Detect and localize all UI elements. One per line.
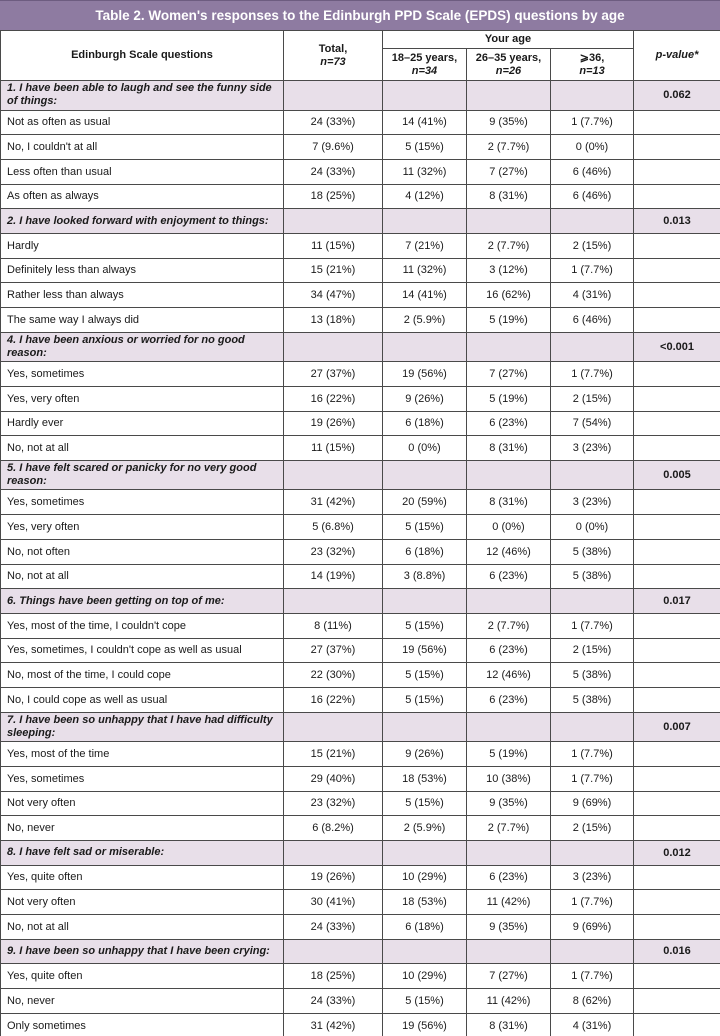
empty-cell xyxy=(634,233,720,258)
question-row xyxy=(1,939,720,964)
answer-label: No, not at all xyxy=(1,436,284,461)
answer-label: Yes, very often xyxy=(1,386,284,411)
age-group-header: 18–25 years, n=34 xyxy=(383,49,467,81)
empty-cell xyxy=(634,914,720,939)
total-cell: 11 (15%) xyxy=(284,233,383,258)
empty-cell xyxy=(634,964,720,989)
question-text: 8. I have felt sad or miserable: xyxy=(1,840,284,865)
questions-column-header: Edinburgh Scale questions xyxy=(1,31,284,81)
empty-cell xyxy=(634,362,720,387)
p-value-column-header: p-value* xyxy=(634,31,720,81)
age-36-plus-cell: 9 (69%) xyxy=(551,791,634,816)
age-26-35-cell: 2 (7.7%) xyxy=(467,816,551,841)
age-36-plus-cell: 0 (0%) xyxy=(551,515,634,540)
age-26-35-cell: 6 (23%) xyxy=(467,564,551,589)
answer-label: Yes, sometimes xyxy=(1,362,284,387)
age-36-plus-cell: 8 (62%) xyxy=(551,989,634,1014)
epds-table xyxy=(0,30,720,1036)
age-18-25-cell: 9 (26%) xyxy=(383,742,467,767)
table-row xyxy=(1,914,720,939)
empty-cell xyxy=(634,411,720,436)
empty-cell xyxy=(284,712,383,742)
answer-label: Rather less than always xyxy=(1,283,284,308)
total-cell: 6 (8.2%) xyxy=(284,816,383,841)
table-row xyxy=(1,258,720,283)
answer-label: Hardly xyxy=(1,233,284,258)
question-row xyxy=(1,840,720,865)
age-36-plus-cell: 5 (38%) xyxy=(551,564,634,589)
table-row xyxy=(1,766,720,791)
empty-cell xyxy=(467,460,551,490)
answer-label: Yes, most of the time, I couldn't cope xyxy=(1,613,284,638)
age-36-plus-cell: 7 (54%) xyxy=(551,411,634,436)
age-36-plus-cell: 6 (46%) xyxy=(551,159,634,184)
total-cell: 11 (15%) xyxy=(284,436,383,461)
empty-cell xyxy=(634,613,720,638)
table-row xyxy=(1,135,720,160)
empty-cell xyxy=(634,490,720,515)
table-row xyxy=(1,964,720,989)
p-value-cell: 0.007 xyxy=(634,712,720,742)
age-26-35-cell: 9 (35%) xyxy=(467,914,551,939)
age-36-plus-cell: 3 (23%) xyxy=(551,490,634,515)
age-36-plus-cell: 1 (7.7%) xyxy=(551,110,634,135)
age-18-25-cell: 5 (15%) xyxy=(383,663,467,688)
empty-cell xyxy=(634,308,720,333)
table-row xyxy=(1,159,720,184)
answer-label: Hardly ever xyxy=(1,411,284,436)
p-value-cell: <0.001 xyxy=(634,332,720,362)
empty-cell xyxy=(634,135,720,160)
empty-cell xyxy=(383,589,467,614)
answer-label: Yes, sometimes xyxy=(1,490,284,515)
question-text: 2. I have looked forward with enjoyment to things: xyxy=(1,209,284,234)
table-row xyxy=(1,742,720,767)
age-18-25-cell: 19 (56%) xyxy=(383,1013,467,1036)
empty-cell xyxy=(284,209,383,234)
answer-label: Yes, quite often xyxy=(1,964,284,989)
age-26-35-cell: 12 (46%) xyxy=(467,539,551,564)
empty-cell xyxy=(383,840,467,865)
age-26-35-cell: 5 (19%) xyxy=(467,308,551,333)
age-36-plus-cell: 1 (7.7%) xyxy=(551,766,634,791)
total-cell: 15 (21%) xyxy=(284,258,383,283)
answer-label: Only sometimes xyxy=(1,1013,284,1036)
age-26-35-cell: 3 (12%) xyxy=(467,258,551,283)
empty-cell xyxy=(634,742,720,767)
total-cell: 31 (42%) xyxy=(284,1013,383,1036)
question-row xyxy=(1,332,720,362)
table-row xyxy=(1,564,720,589)
empty-cell xyxy=(467,332,551,362)
empty-cell xyxy=(467,209,551,234)
empty-cell xyxy=(634,989,720,1014)
age-36-plus-cell: 4 (31%) xyxy=(551,283,634,308)
empty-cell xyxy=(551,332,634,362)
age-18-25-cell: 14 (41%) xyxy=(383,283,467,308)
empty-cell xyxy=(634,258,720,283)
table-row xyxy=(1,687,720,712)
table-row xyxy=(1,816,720,841)
empty-cell xyxy=(284,840,383,865)
total-cell: 5 (6.8%) xyxy=(284,515,383,540)
empty-cell xyxy=(284,939,383,964)
empty-cell xyxy=(634,1013,720,1036)
age-26-35-cell: 7 (27%) xyxy=(467,964,551,989)
age-group-header: 26–35 years, n=26 xyxy=(467,49,551,81)
age-36-plus-cell: 1 (7.7%) xyxy=(551,613,634,638)
table-row xyxy=(1,515,720,540)
age-26-35-cell: 9 (35%) xyxy=(467,791,551,816)
question-row xyxy=(1,460,720,490)
table-row xyxy=(1,989,720,1014)
age-36-plus-cell: 2 (15%) xyxy=(551,233,634,258)
age-group-header: ⩾36, n=13 xyxy=(551,49,634,81)
age-18-25-cell: 6 (18%) xyxy=(383,411,467,436)
table-row xyxy=(1,490,720,515)
answer-label: No, never xyxy=(1,989,284,1014)
table-row xyxy=(1,233,720,258)
answer-label: Yes, quite often xyxy=(1,865,284,890)
empty-cell xyxy=(634,539,720,564)
total-cell: 14 (19%) xyxy=(284,564,383,589)
age-18-25-cell: 0 (0%) xyxy=(383,436,467,461)
empty-cell xyxy=(634,159,720,184)
question-row xyxy=(1,589,720,614)
total-cell: 24 (33%) xyxy=(284,989,383,1014)
table-row xyxy=(1,386,720,411)
age-18-25-cell: 9 (26%) xyxy=(383,386,467,411)
answer-label: No, not often xyxy=(1,539,284,564)
total-cell: 15 (21%) xyxy=(284,742,383,767)
p-value-cell: 0.005 xyxy=(634,460,720,490)
table-row xyxy=(1,1013,720,1036)
age-36-plus-cell: 1 (7.7%) xyxy=(551,964,634,989)
empty-cell xyxy=(551,209,634,234)
age-18-25-cell: 6 (18%) xyxy=(383,539,467,564)
question-text: 9. I have been so unhappy that I have been crying: xyxy=(1,939,284,964)
empty-cell xyxy=(634,687,720,712)
empty-cell xyxy=(634,663,720,688)
age-36-plus-cell: 1 (7.7%) xyxy=(551,890,634,915)
table-row xyxy=(1,890,720,915)
empty-cell xyxy=(467,712,551,742)
question-text: 1. I have been able to laugh and see the funny side of things: xyxy=(1,81,284,111)
age-26-35-cell: 6 (23%) xyxy=(467,865,551,890)
empty-cell xyxy=(634,515,720,540)
answer-label: Not very often xyxy=(1,791,284,816)
empty-cell xyxy=(634,436,720,461)
empty-cell xyxy=(467,939,551,964)
empty-cell xyxy=(634,110,720,135)
age-18-25-cell: 11 (32%) xyxy=(383,258,467,283)
age-36-plus-cell: 1 (7.7%) xyxy=(551,742,634,767)
total-cell: 23 (32%) xyxy=(284,791,383,816)
age-18-25-cell: 10 (29%) xyxy=(383,964,467,989)
total-cell: 8 (11%) xyxy=(284,613,383,638)
table-row xyxy=(1,638,720,663)
age-18-25-cell: 18 (53%) xyxy=(383,890,467,915)
p-value-cell: 0.017 xyxy=(634,589,720,614)
question-row xyxy=(1,209,720,234)
p-value-cell: 0.016 xyxy=(634,939,720,964)
empty-cell xyxy=(467,840,551,865)
age-18-25-cell: 20 (59%) xyxy=(383,490,467,515)
answer-label: No, never xyxy=(1,816,284,841)
table-row xyxy=(1,184,720,209)
answer-label: No, I could cope as well as usual xyxy=(1,687,284,712)
total-cell: 24 (33%) xyxy=(284,110,383,135)
total-cell: 16 (22%) xyxy=(284,386,383,411)
age-18-25-cell: 4 (12%) xyxy=(383,184,467,209)
answer-label: Yes, most of the time xyxy=(1,742,284,767)
age-36-plus-cell: 1 (7.7%) xyxy=(551,362,634,387)
total-cell: 13 (18%) xyxy=(284,308,383,333)
question-text: 7. I have been so unhappy that I have had difficulty sleeping: xyxy=(1,712,284,742)
empty-cell xyxy=(284,81,383,111)
empty-cell xyxy=(551,712,634,742)
total-column-header: Total, n=73 xyxy=(284,31,383,81)
table-row xyxy=(1,110,720,135)
table-row xyxy=(1,613,720,638)
total-cell: 34 (47%) xyxy=(284,283,383,308)
total-cell: 7 (9.6%) xyxy=(284,135,383,160)
empty-cell xyxy=(383,460,467,490)
table-body xyxy=(1,81,720,1036)
total-cell: 24 (33%) xyxy=(284,159,383,184)
empty-cell xyxy=(551,81,634,111)
answer-label: Not very often xyxy=(1,890,284,915)
age-26-35-cell: 8 (31%) xyxy=(467,436,551,461)
answer-label: Yes, sometimes xyxy=(1,766,284,791)
answer-label: No, I couldn't at all xyxy=(1,135,284,160)
age-18-25-cell: 3 (8.8%) xyxy=(383,564,467,589)
total-cell: 29 (40%) xyxy=(284,766,383,791)
empty-cell xyxy=(551,939,634,964)
answer-label: Less often than usual xyxy=(1,159,284,184)
age-36-plus-cell: 2 (15%) xyxy=(551,816,634,841)
empty-cell xyxy=(551,460,634,490)
empty-cell xyxy=(551,589,634,614)
table-row xyxy=(1,283,720,308)
table-title: Table 2. Women's responses to the Edinburgh PPD Scale (EPDS) questions by age xyxy=(0,0,720,30)
total-cell: 16 (22%) xyxy=(284,687,383,712)
table-row xyxy=(1,411,720,436)
age-36-plus-cell: 6 (46%) xyxy=(551,184,634,209)
age-18-25-cell: 5 (15%) xyxy=(383,989,467,1014)
table-row xyxy=(1,791,720,816)
total-cell: 22 (30%) xyxy=(284,663,383,688)
age-18-25-cell: 2 (5.9%) xyxy=(383,816,467,841)
answer-label: No, not at all xyxy=(1,914,284,939)
answer-label: The same way I always did xyxy=(1,308,284,333)
age-18-25-cell: 5 (15%) xyxy=(383,791,467,816)
total-cell: 19 (26%) xyxy=(284,865,383,890)
empty-cell xyxy=(634,386,720,411)
question-text: 5. I have felt scared or panicky for no very good reason: xyxy=(1,460,284,490)
p-value-cell: 0.012 xyxy=(634,840,720,865)
age-18-25-cell: 14 (41%) xyxy=(383,110,467,135)
age-26-35-cell: 9 (35%) xyxy=(467,110,551,135)
age-26-35-cell: 11 (42%) xyxy=(467,989,551,1014)
age-26-35-cell: 2 (7.7%) xyxy=(467,613,551,638)
table-row xyxy=(1,663,720,688)
age-26-35-cell: 6 (23%) xyxy=(467,687,551,712)
answer-label: Not as often as usual xyxy=(1,110,284,135)
age-36-plus-cell: 5 (38%) xyxy=(551,663,634,688)
age-26-35-cell: 2 (7.7%) xyxy=(467,233,551,258)
total-cell: 18 (25%) xyxy=(284,184,383,209)
empty-cell xyxy=(467,81,551,111)
empty-cell xyxy=(467,589,551,614)
total-cell: 27 (37%) xyxy=(284,638,383,663)
age-26-35-cell: 12 (46%) xyxy=(467,663,551,688)
age-18-25-cell: 2 (5.9%) xyxy=(383,308,467,333)
p-value-cell: 0.013 xyxy=(634,209,720,234)
age-26-35-cell: 7 (27%) xyxy=(467,362,551,387)
age-26-35-cell: 6 (23%) xyxy=(467,638,551,663)
age-26-35-cell: 11 (42%) xyxy=(467,890,551,915)
age-18-25-cell: 19 (56%) xyxy=(383,638,467,663)
question-text: 6. Things have been getting on top of me: xyxy=(1,589,284,614)
table-row xyxy=(1,362,720,387)
question-text: 4. I have been anxious or worried for no good reason: xyxy=(1,332,284,362)
age-36-plus-cell: 1 (7.7%) xyxy=(551,258,634,283)
age-26-35-cell: 5 (19%) xyxy=(467,742,551,767)
table-row xyxy=(1,436,720,461)
empty-cell xyxy=(634,791,720,816)
question-row xyxy=(1,81,720,111)
empty-cell xyxy=(383,209,467,234)
empty-cell xyxy=(383,81,467,111)
age-18-25-cell: 10 (29%) xyxy=(383,865,467,890)
age-26-35-cell: 16 (62%) xyxy=(467,283,551,308)
table-row xyxy=(1,308,720,333)
empty-cell xyxy=(634,890,720,915)
total-cell: 23 (32%) xyxy=(284,539,383,564)
empty-cell xyxy=(634,816,720,841)
answer-label: Yes, sometimes, I couldn't cope as well as usual xyxy=(1,638,284,663)
age-36-plus-cell: 2 (15%) xyxy=(551,638,634,663)
your-age-header: Your age xyxy=(383,31,634,49)
age-18-25-cell: 11 (32%) xyxy=(383,159,467,184)
empty-cell xyxy=(634,865,720,890)
question-row xyxy=(1,712,720,742)
age-18-25-cell: 5 (15%) xyxy=(383,135,467,160)
empty-cell xyxy=(634,184,720,209)
age-26-35-cell: 8 (31%) xyxy=(467,1013,551,1036)
age-18-25-cell: 5 (15%) xyxy=(383,515,467,540)
total-cell: 24 (33%) xyxy=(284,914,383,939)
age-18-25-cell: 19 (56%) xyxy=(383,362,467,387)
age-18-25-cell: 5 (15%) xyxy=(383,687,467,712)
empty-cell xyxy=(383,939,467,964)
age-36-plus-cell: 9 (69%) xyxy=(551,914,634,939)
table-row xyxy=(1,865,720,890)
age-18-25-cell: 6 (18%) xyxy=(383,914,467,939)
answer-label: As often as always xyxy=(1,184,284,209)
age-18-25-cell: 18 (53%) xyxy=(383,766,467,791)
age-36-plus-cell: 0 (0%) xyxy=(551,135,634,160)
empty-cell xyxy=(284,589,383,614)
age-18-25-cell: 5 (15%) xyxy=(383,613,467,638)
age-26-35-cell: 2 (7.7%) xyxy=(467,135,551,160)
age-26-35-cell: 0 (0%) xyxy=(467,515,551,540)
age-36-plus-cell: 5 (38%) xyxy=(551,539,634,564)
age-36-plus-cell: 4 (31%) xyxy=(551,1013,634,1036)
table-row xyxy=(1,539,720,564)
age-36-plus-cell: 3 (23%) xyxy=(551,436,634,461)
age-36-plus-cell: 3 (23%) xyxy=(551,865,634,890)
empty-cell xyxy=(634,564,720,589)
age-26-35-cell: 10 (38%) xyxy=(467,766,551,791)
empty-cell xyxy=(551,840,634,865)
empty-cell xyxy=(284,460,383,490)
answer-label: Definitely less than always xyxy=(1,258,284,283)
total-cell: 30 (41%) xyxy=(284,890,383,915)
total-cell: 19 (26%) xyxy=(284,411,383,436)
empty-cell xyxy=(383,332,467,362)
total-cell: 31 (42%) xyxy=(284,490,383,515)
age-26-35-cell: 5 (19%) xyxy=(467,386,551,411)
age-26-35-cell: 7 (27%) xyxy=(467,159,551,184)
total-cell: 27 (37%) xyxy=(284,362,383,387)
age-26-35-cell: 6 (23%) xyxy=(467,411,551,436)
age-36-plus-cell: 5 (38%) xyxy=(551,687,634,712)
age-36-plus-cell: 6 (46%) xyxy=(551,308,634,333)
empty-cell xyxy=(383,712,467,742)
answer-label: No, not at all xyxy=(1,564,284,589)
age-26-35-cell: 8 (31%) xyxy=(467,184,551,209)
empty-cell xyxy=(284,332,383,362)
empty-cell xyxy=(634,283,720,308)
empty-cell xyxy=(634,638,720,663)
age-26-35-cell: 8 (31%) xyxy=(467,490,551,515)
age-36-plus-cell: 2 (15%) xyxy=(551,386,634,411)
age-18-25-cell: 7 (21%) xyxy=(383,233,467,258)
p-value-cell: 0.062 xyxy=(634,81,720,111)
table-header xyxy=(1,31,720,81)
total-cell: 18 (25%) xyxy=(284,964,383,989)
answer-label: Yes, very often xyxy=(1,515,284,540)
empty-cell xyxy=(634,766,720,791)
answer-label: No, most of the time, I could cope xyxy=(1,663,284,688)
